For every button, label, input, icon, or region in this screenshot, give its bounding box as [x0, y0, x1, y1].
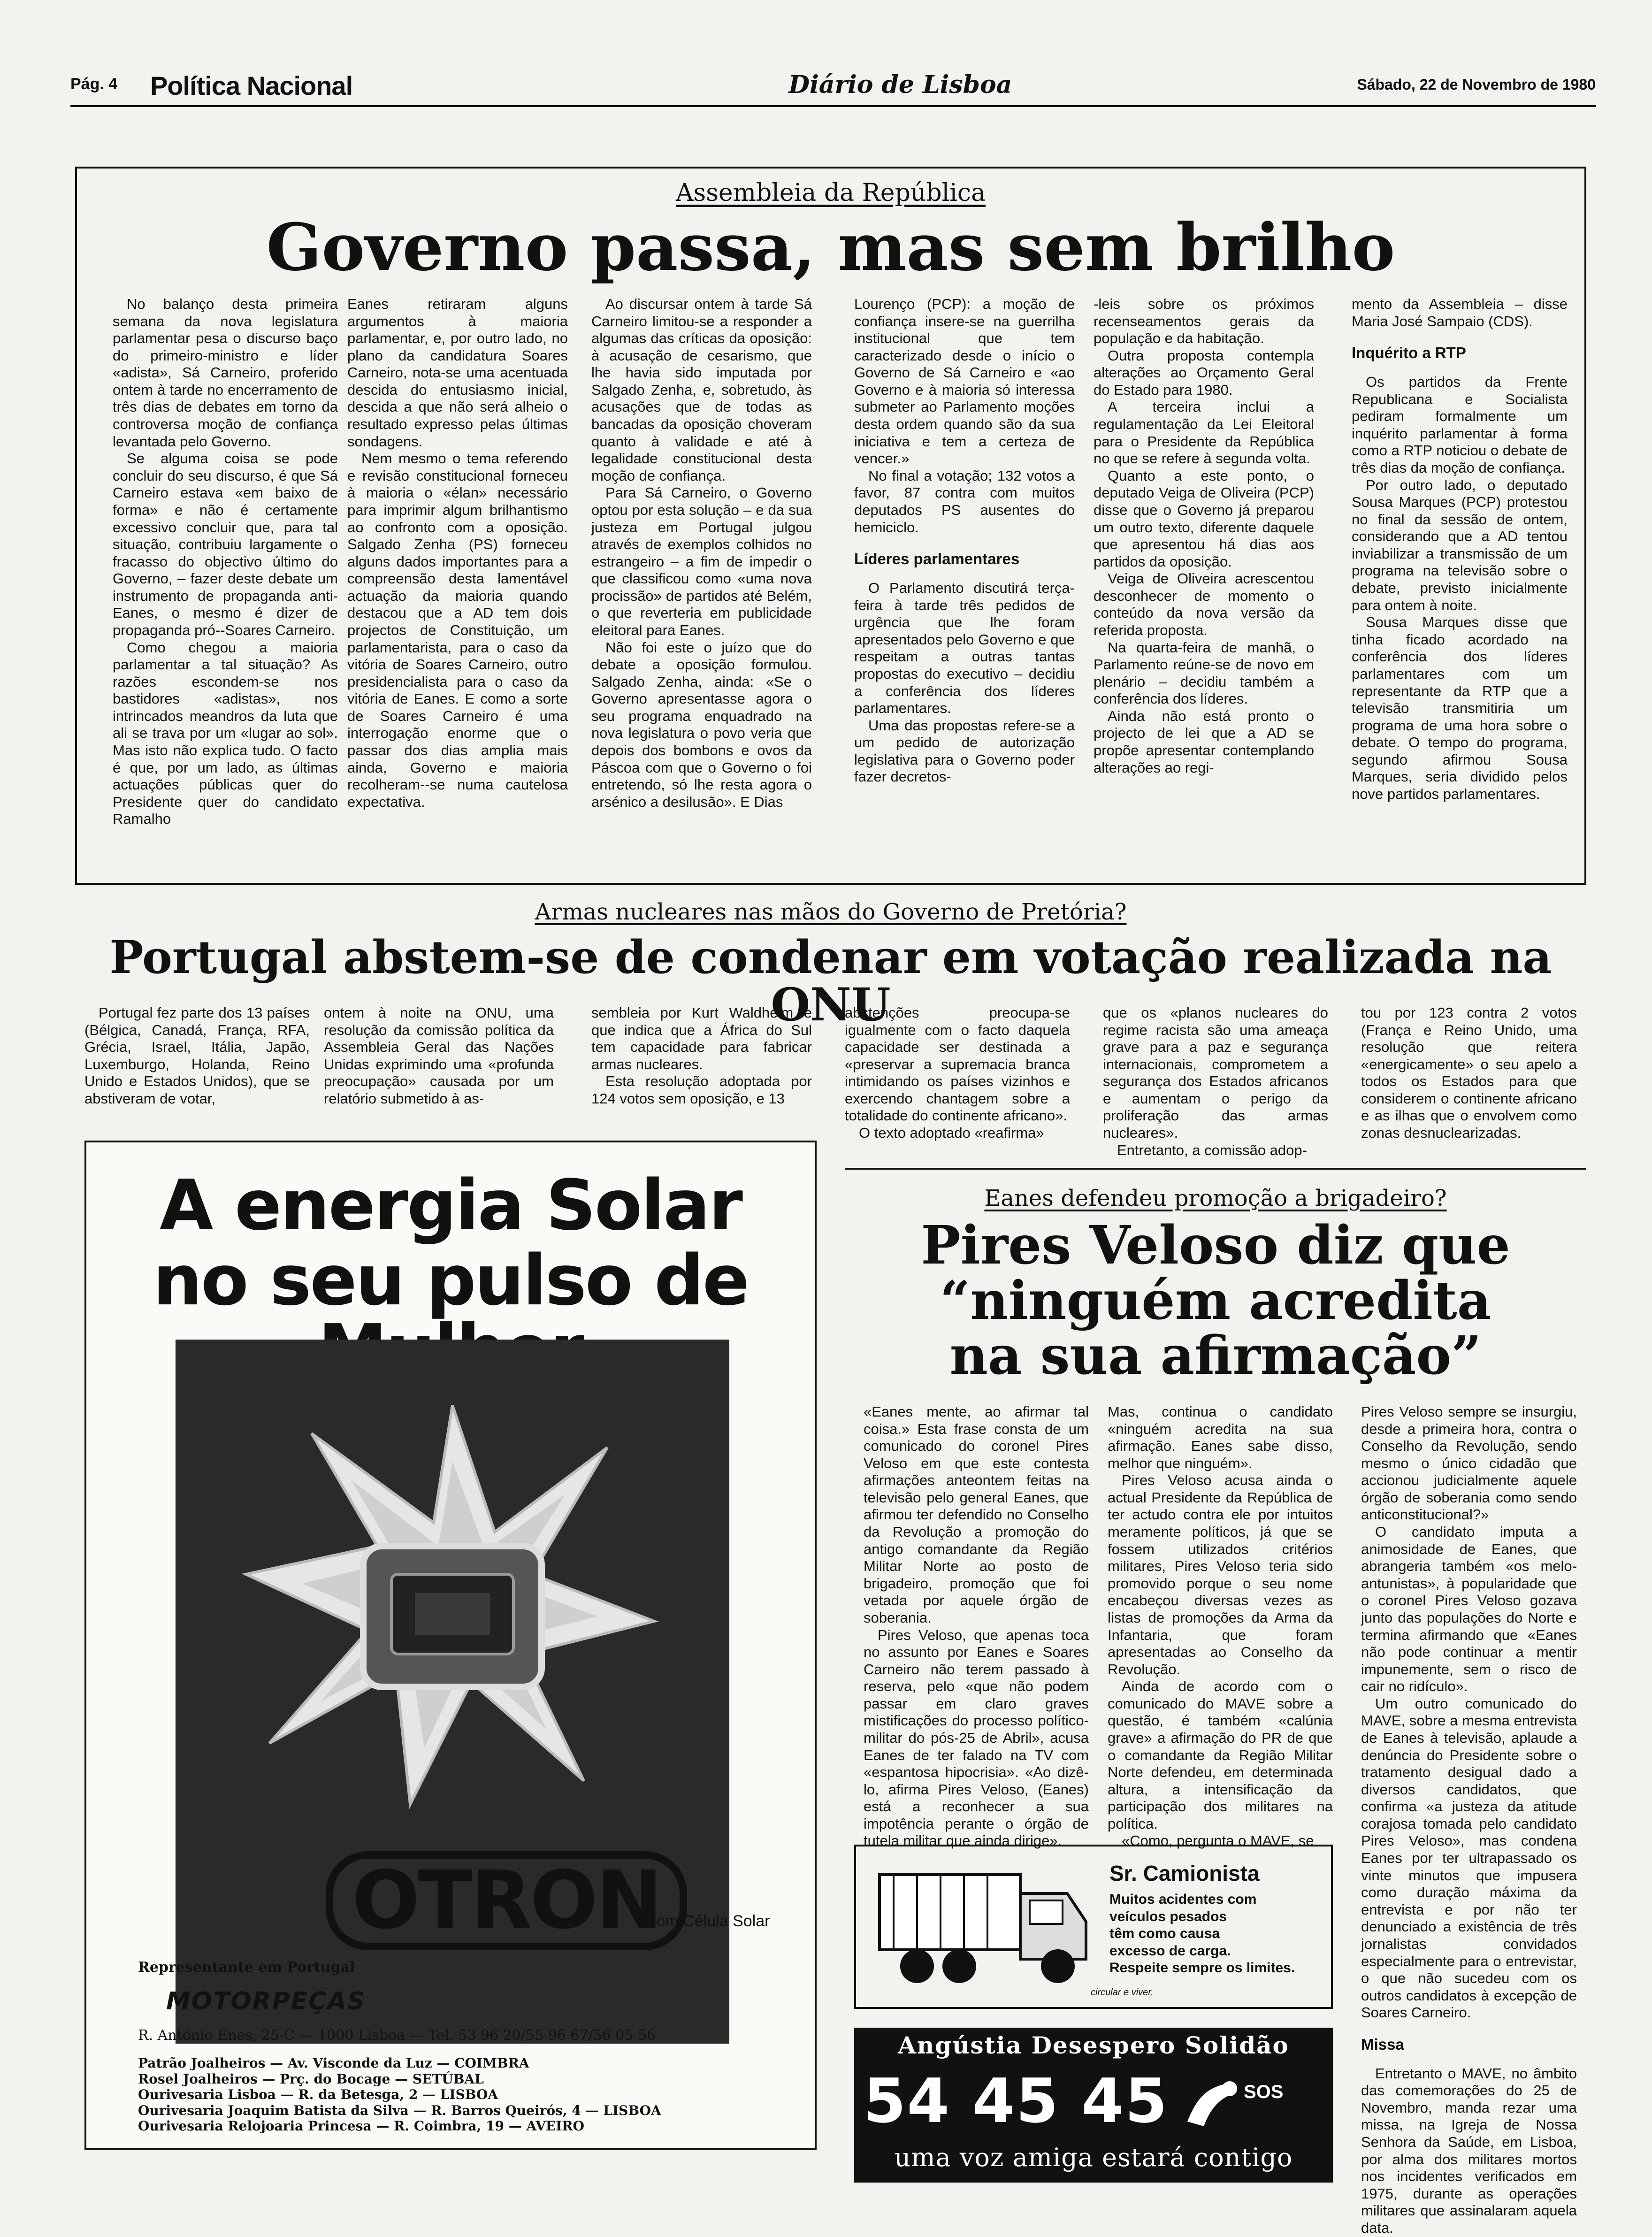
masthead-rule — [70, 105, 1596, 107]
sos-label: SOS — [1244, 2082, 1284, 2102]
ad-headline-line-1: A energia Solar — [159, 1165, 742, 1246]
subheading-lideres: Líderes parlamentares — [854, 550, 1020, 568]
article3-column-2: Mas, continua o candidato «ninguém acredita na sua afirmação. Eanes sabe disso, melhor que ninguém». Pires Veloso acusa ainda o actual Presidente da República de ter actudo contra ele por intuitos meramente políticos, já que se fossem utilizados critérios militares, Pires Veloso teria sido promovido porque o seu nome encabeçou diversas vezes as listas de promoções da Arma da Infantaria, que foram apresentadas ao Conselho da Revolução. Ainda de acordo com o comunicado do MAVE sobre a questão, é também «calúnia grave» a afirmação do PR de que o comandante da Região Militar Norte defendeu, em determinada altura, a intensificação da participação dos militares na política. «Como, pergunta o MAVE, se — [1108, 1403, 1333, 1849]
article2-kicker: Armas nucleares nas mãos do Governo de Pretória? — [535, 899, 1127, 925]
masthead — [70, 70, 1596, 103]
article1-column-6: mento da Assembleia – disse Maria José Sampaio (CDS). Inquérito a RTP Os partidos da Frente Republicana e Socialista pediram formalmente um inquérito parlamentar à forma como a RTP noticiou o debate de três dias da moção de confiança. Por outro lado, o deputado Sousa Marques (PCP) protestou no final da sessão de ontem, considerando que a AD tentou inviabilizar a transmissão de um programa na televisão sobre o debate, previsto inicialmente para ontem à noite. Sousa Marques disse que tinha ficado acordado na conferência dos líderes parlamentares com um representante da RTP que a televisão transmitiria um programa de uma hora sobre o debate. O tempo do programa, segundo afirmou Sousa Marques, seria dividido pelos nove partidos parlamentares. — [1352, 296, 1568, 802]
otron-logo: OTRON — [326, 1851, 687, 1950]
ad-headline-line-2: no seu pulso de — [153, 1240, 749, 1321]
article2-column-2: ontem à noite na ONU, uma resolução da comissão política da Assembleia Geral das Nações Unidas exprimindo uma «profunda preocupação» causada por um relatório submetido à as- — [324, 1004, 554, 1107]
hand-phone-icon — [1178, 2070, 1244, 2136]
ad-dealer-list: Patrão Joalheiros — Av. Visconde da Luz — COIMBRA Rosel Joalheiros — Prç. do Bocage — SETÚBAL Ourivesaria Lisboa — R. da Betesga, 2 — LISBOA Ourivesaria Joaquim Batista da Silva — R. Barros Queirós, 4 — LISBOA Ourivesaria Relojoaria Princesa — R. Coimbra, 19 — AVEIRO — [138, 2055, 661, 2134]
advertisement-sos-voz-amiga — [854, 2028, 1333, 2183]
advertisement-solar-watch — [84, 1141, 817, 2150]
article1-column-3: Ao discursar ontem à tarde Sá Carneiro limitou-se a responder a algumas das críticas da oposição: à acusação de cesarismo, que lhe havia sido imputada por Salgado Zenha, e, sobretudo, às acusações que de todas as bancadas da oposição choveram quanto à validade e até à legalidade constitucional desta moção de confiança. Para Sá Carneiro, o Governo optou por esta solução – e da sua justeza em Portugal julgou através de exemplos colhidos no estrangeiro – a fim de impedir o que classificou como «uma nova procissão» de partidos até Belém, o que reverteria em publicidade eleitoral para Eanes. Não foi este o juízo que do debate a oposição formulou. Salgado Zenha, ainda: «Se o Governo apresentasse agora o seu programa enquadrado na nova legislatura o povo veria que depois dos bombons e ovos da Páscoa com que o Governo o foi entretendo, só lhe resta agora o arsénico a desilusão». E Dias — [591, 296, 812, 810]
truck-ad-message: Muitos acidentes com veículos pesados têm como causa excesso de carga. Respeite sempre os limites. — [1109, 1892, 1295, 1976]
page-number: Pág. 4 — [70, 75, 118, 93]
ad-address: R. António Enes, 25-C — 1000 Lisboa — Tel. 53 96 20/55 96 67/56 05 56 — [138, 2027, 656, 2044]
truck-ad-footer: circular e viver. — [1091, 1987, 1154, 1998]
article-headline: Governo passa, mas sem brilho — [266, 209, 1395, 285]
subheading-inquerito: Inquérito a RTP — [1352, 344, 1466, 362]
truck-ad-title: Sr. Camionista — [1109, 1861, 1260, 1885]
article2-column-6: tou por 123 contra 2 votos (França e Reino Unido, uma resolução que reitera «energicamente» o seu apelo a todos os Estados para que considerem o continente africano e as ilhas que o envolvem como zonas desnuclearizadas. — [1361, 1004, 1577, 1141]
ad-representative: Representante em Portugal — [138, 1959, 355, 1976]
issue-date: Sábado, 22 de Novembro de 1980 — [1357, 76, 1596, 93]
article3-headline: Pires Veloso diz que “ninguém acredita na sua afirmação” — [921, 1215, 1510, 1387]
article2-column-1: Portugal fez parte dos 13 países (Bélgica, Canadá, França, RFA, Grécia, Israel, Itália, Japão, Luxemburgo, Holanda, Reino Unido e Estados Unidos), que se abstiveram de votar, — [84, 1004, 310, 1107]
newspaper-logo: Diário de Lisboa — [788, 70, 1012, 99]
article3-column-1: «Eanes mente, ao afirmar tal coisa.» Esta frase consta de um comunicado do coronel Pires Veloso em que este contesta afirmações anteontem feitas na televisão pelo general Eanes, que afirmou ter defendido no Conselho da Revolução a promoção do antigo comandante da Região Militar Norte ao posto de brigadeiro, promoção que foi vetada por aquele órgão de soberania. Pires Veloso, que apenas toca no assunto por Eanes e Soares Carneiro não terem passado à reserva, pelo «que não podem passar em claro graves mistificações do processo político-militar do pós-25 de Abril», acusa Eanes de ter falado na TV com «espantosa hipocrisia». «Ao dizê-lo, afirma Pires Veloso, (Eanes) está a reconhecer a sua impotência perante o órgão de tutela militar que ainda dirige». — [864, 1403, 1089, 1849]
article3-kicker: Eanes defendeu promoção a brigadeiro? — [984, 1185, 1447, 1211]
truck-illustration — [865, 1856, 1100, 1997]
article1-column-1: No balanço desta primeira semana da nova legislatura parlamentar pesa o discurso baço do primeiro-ministro e líder «adista», Sá Carneiro, proferido ontem à tarde no encerramento de três dias de debates em torno da controversa moção de confiança levantada pelo Governo. Se alguma coisa se pode concluir do seu discurso, é que Sá Carneiro estava «em baixo de forma» e não é certamente excessivo concluir que, para tal situação, contribuiu largamente o fracasso do objectivo último do Governo, – fazer deste debate um instrumento de propaganda anti-Eanes, o mesmo é dizer de propaganda pró--Soares Carneiro. Como chegou a maioria parlamentar a tal situação? As razões escondem-se nos bastidores «adistas», nos intrincados meandros da luta que ali se trava por um «lugar ao sol». Mas isto não explica tudo. O facto é que, por um lado, as últimas actuações públicas quer do Presidente quer do candidato Ramalho — [113, 296, 338, 827]
motorpecas-logo: MOTORPEÇAS — [166, 1987, 366, 2015]
sos-phone-number: 54 45 45 — [864, 2065, 1169, 2137]
article2-column-3: sembleia por Kurt Waldheim e que indica que a África do Sul tem capacidade para fabricar armas nucleares. Esta resolução adoptada por 124 votos sem oposição, e 13 — [591, 1004, 812, 1107]
article1-column-5: -leis sobre os próximos recenseamentos gerais da população e da habitação. Outra proposta contempla alterações ao Orçamento Geral do Estado para 1980. A terceira inclui a regulamentação da Lei Eleitoral para o Presidente da República no que se refere à segunda volta. Quanto a este ponto, o deputado Veiga de Oliveira (PCP) disse que o Governo já preparou um outro texto, diferente daquele que apresentou há dias aos partidos da oposição. Veiga de Oliveira acrescentou desconhecer de momento o conteúdo da nova versão da referida proposta. Na quarta-feira de manhã, o Parlamento reúne-se de novo em plenário – decidiu também a conferência dos líderes. Ainda não está pronto o projecto de lei que a AD se propõe apresentar contemplando alterações ao regi- — [1094, 296, 1314, 776]
sos-ad-top-line: Angústia Desespero Solidão — [898, 2031, 1289, 2059]
sos-ad-bottom-line: uma voz amiga estará contigo — [894, 2143, 1293, 2172]
article3-column-3: Pires Veloso sempre se insurgiu, desde a primeira hora, contra o Conselho da Revolução, sendo mesmo o único cidadão que accionou judicialmente aquele órgão de soberania como sendo anticonstitucional?» O candidato imputa a animosidade de Eanes, que abrangeria também «os melo-antunistas», à popularidade que o coronel Pires Veloso gozava junto das populações do Norte e termina afirmando que «Eanes não pode continuar a mentir impunemente, sem o risco de cair no ridículo». Um outro comunicado do MAVE, sobre a mesma entrevista de Eanes à televisão, aplaude a denúncia do Presidente sobre o tratamento desigual dado a diversos candidatos, que confirma «a justeza da atitude corajosa tomada pelo candidato Pires Veloso», mas condena Eanes por ter ultrapassado os vinte minutos que impusera como duração máxima da entrevista e por não ter denunciado a existência de três jornalistas convidados especialmente para o entrevistar, o que não sucedeu com os outros candidatos à excepção de Soares Carneiro. Missa Entretanto o MAVE, no âmbito das comemorações do 25 de Novembro, manda rezar uma missa, na Igreja de Nossa Senhora da Saúde, em Lisboa, por alma dos militares mortos nos incidentes verificados em 1975, durante as operações militares que assinalaram aquela data. — [1361, 1403, 1577, 2236]
ad-tagline: Com Célula Solar — [645, 1912, 770, 1930]
advertisement-truck-safety — [854, 1845, 1333, 2009]
section-title: Política Nacional — [150, 71, 353, 100]
article2-column-4: abstenções preocupa-se igualmente com o facto daquela capacidade ser destinada a «preservar a supremacia branca intimidando os países vizinhos e exercendo chantagem sobre a totalidade do continente africano». O texto adoptado «reafirma» — [845, 1004, 1070, 1141]
article2-column-5: que os «planos nucleares do regime racista são uma ameaça grave para a paz e segurança internacionais, comprometem a segurança dos Estados africanos e aumentam o perigo da proliferação das armas nucleares». Entretanto, a comissão adop- — [1103, 1004, 1328, 1158]
article2-bottom-rule — [845, 1168, 1586, 1170]
article-kicker: Assembleia da República — [675, 179, 986, 207]
article1-column-2: Eanes retiraram alguns argumentos à maioria parlamentar, e, por outro lado, no plano da candidatura Soares Carneiro, nota-se uma acentuada descida do entusiasmo inicial, descida a que não será alheio o resultado expresso pelas últimas sondagens. Nem mesmo o tema referendo e revisão constitucional forneceu à maioria o «élan» necessário para imprimir algum brilhantismo ao confronto com a oposição. Salgado Zenha (PS) forneceu alguns dados importantes para a compreensão desta lamentável actuação da maioria quando destacou que a AD tem dois projectos de Constituição, um parlamentarista, para o caso da vitória de Soares Carneiro, outro presidencialista para o caso da vitória de Eanes. E como a sorte de Soares Carneiro é uma interrogação enorme que o passar dos dias amplia mais ainda, Governo e maioria recolheram--se numa cautelosa expectativa. — [347, 296, 568, 810]
article2-headline: Portugal abstem-se de condenar em votação realizada na ONU — [109, 931, 1552, 1031]
subheading-missa: Missa — [1361, 2035, 1404, 2053]
article1-column-4: Lourenço (PCP): a moção de confiança insere-se na guerrilha institucional que tem caracterizado desde o início o Governo de Sá Carneiro e «ao Governo e à maioria só interessa submeter ao Parlamento moções desta ordem quando são da sua iniciativa e tem a certeza de vencer.» No final a votação; 132 votos a favor, 87 contra com muitos deputados PS ausentes do hemiciclo. Líderes parlamentares O Parlamento discutirá terça-feira à tarde três pedidos de urgência que lhe foram apresentados pelo Governo e que respeitam a outras tantas propostas do executivo – decidiu a conferência dos líderes parlamentares. Uma das propostas refere-se a um pedido de autorização legislativa para o Governo poder fazer decretos- — [854, 296, 1075, 785]
